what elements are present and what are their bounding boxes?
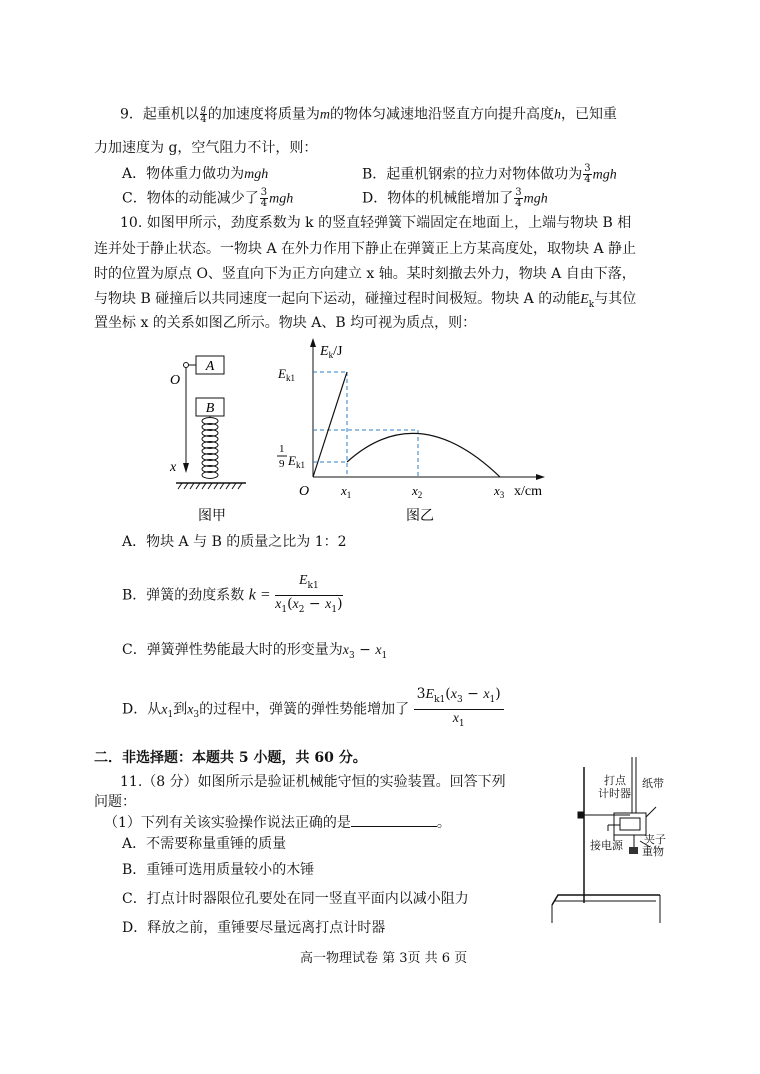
weight-block bbox=[629, 847, 638, 854]
power-label: 接电源 bbox=[590, 840, 623, 852]
q9-option-c: C．物体的动能减少了 $\frac{3}{4}$ mgh bbox=[122, 187, 294, 209]
timer-label-1: 打点 bbox=[604, 775, 626, 787]
q11-part1: （1）下列有关该实验操作说法正确的是 。 bbox=[104, 812, 451, 833]
x-axis-arrow bbox=[183, 463, 189, 473]
q10-b-fraction: $\frac{E_{k1}}{x_1(x_2 - x_1)}$ bbox=[275, 573, 343, 615]
spring bbox=[202, 416, 218, 479]
block-a-label: A bbox=[205, 359, 215, 374]
q9-option-b: B．起重机钢索的拉力对物体做功为 $\frac{3}{4}$ mgh bbox=[362, 163, 617, 185]
origin-point bbox=[184, 363, 189, 368]
section-2-title: 二．非选择题：本题共 5 小题，共 60 分。 bbox=[94, 750, 367, 766]
q10-option-b: B．弹簧的劲度系数 k = $\frac{E_{k1}}{x_1(x_2 - x_1)}$ bbox=[122, 572, 343, 619]
frac-den: 9 bbox=[279, 458, 285, 470]
q11-option-c: C．打点计时器限位孔要处在同一竖直平面内以减小阻力 bbox=[122, 891, 469, 907]
figure-a-caption: 图甲 bbox=[198, 509, 226, 524]
timer-label-2: 计时器 bbox=[598, 788, 631, 800]
q10-line5: 置坐标 x 的关系如图乙所示。物块 A、B 均可视为质点，则： bbox=[94, 315, 477, 331]
x-axis-label: x/cm bbox=[514, 484, 542, 499]
tape-pointer bbox=[646, 807, 656, 817]
clamp-knob bbox=[578, 812, 584, 818]
weight-label: 重物 bbox=[642, 846, 664, 858]
apparatus-figure bbox=[548, 755, 668, 925]
ek-curve bbox=[313, 372, 500, 477]
q11-line2: 问题： bbox=[94, 794, 136, 810]
timer-inner bbox=[620, 818, 640, 830]
free-fall-segment bbox=[313, 372, 347, 477]
y-axis-arrow bbox=[310, 338, 316, 347]
q11-option-d: D．释放之前，重锤要尽量远离打点计时器 bbox=[122, 920, 386, 936]
q11-option-a: A．不需要称量重锤的质量 bbox=[122, 836, 287, 852]
page-footer: 高一物理试卷 第 3页 共 6 页 bbox=[300, 951, 468, 966]
q9-option-a: A．物体重力做功为mgh bbox=[122, 166, 269, 182]
q10-d-fraction: $\frac{3E_{k1}(x_3 - x_1)}{x_1}$ bbox=[414, 686, 504, 733]
ground bbox=[176, 483, 246, 489]
x-axis-arrow bbox=[536, 474, 545, 480]
ek1-label: $E_{k1}$ bbox=[278, 366, 295, 383]
figure-b-caption: 图乙 bbox=[406, 509, 434, 524]
tape-label: 纸带 bbox=[642, 778, 664, 790]
q9-option-d: D．物体的机械能增加了 $\frac{3}{4}$ mgh bbox=[362, 187, 548, 209]
origin-label: O bbox=[170, 373, 181, 388]
figure-b bbox=[270, 335, 560, 525]
q9-stem: 9．起重机以 $\frac{g}{4}$ 的加速度将质量为m的物体匀减速地沿竖直方向提升高度h，已知重 bbox=[120, 103, 618, 125]
q10-line2: 连并处于静止状态。一物块 A 在外力作用下静止在弹簧正上方某高度处，取物块 A 静止 bbox=[94, 241, 637, 257]
q10-option-c: C．弹簧弹性势能最大时的形变量为$x_3 - x_1$ bbox=[122, 642, 388, 661]
clip-label: 夹子 bbox=[644, 834, 666, 846]
x3-label: $x_3$ bbox=[494, 483, 505, 500]
block-b-label: B bbox=[205, 401, 215, 416]
q10-line3: 时的位置为原点 O、竖直向下为正方向建立 x 轴。某时刻撤去外力，物块 A 自由下落， bbox=[94, 266, 636, 282]
y-axis-label: $E_k/J$ bbox=[320, 344, 343, 360]
x-label: x bbox=[170, 460, 177, 475]
q9-acc-fraction: $\frac{g}{4}$ bbox=[200, 103, 207, 125]
q9-stem-line2: 力加速度为 g，空气阻力不计，则： bbox=[94, 140, 318, 156]
guide-lines bbox=[313, 372, 418, 477]
q9-stem-a: 9．起重机以 bbox=[120, 106, 199, 123]
q10-line4: 与物块 B 碰撞后以共同速度一起向下运动，碰撞过程时间极短。物块 A 的动能$E_k$与其位 bbox=[94, 291, 637, 310]
answer-blank[interactable] bbox=[351, 812, 437, 827]
q9-stem-b: 的加速度将质量为 bbox=[207, 106, 320, 123]
x1-label: $x_1$ bbox=[341, 483, 352, 500]
q11-line1: 11.（8 分）如图所示是验证机械能守恒的实验装置。回答下列 bbox=[120, 774, 506, 790]
q10-option-d: D．从$x_1$到$x_3$的过程中，弹簧的弹性势能增加了 $\frac{3E_{k1}(x_3 - x_1)}{x_1}$ bbox=[122, 686, 504, 735]
combined-motion-arc bbox=[347, 433, 500, 477]
timer-box bbox=[614, 813, 646, 835]
x2-label: $x_2$ bbox=[412, 483, 423, 500]
q11-option-b: B．重锤可选用质量较小的木锤 bbox=[122, 862, 315, 878]
ek1-ninth-label: $E_{k1}$ bbox=[288, 453, 305, 470]
figure-a bbox=[160, 345, 270, 535]
q10-option-a: A．物块 A 与 B 的质量之比为 1：2 bbox=[122, 534, 347, 550]
table-top bbox=[552, 895, 660, 905]
frac-num: 1 bbox=[279, 443, 285, 455]
q10-line1: 10. 如图甲所示，劲度系数为 k 的竖直轻弹簧下端固定在地面上，上端与物块 B 相 bbox=[120, 215, 632, 231]
origin-label: O bbox=[299, 484, 310, 499]
